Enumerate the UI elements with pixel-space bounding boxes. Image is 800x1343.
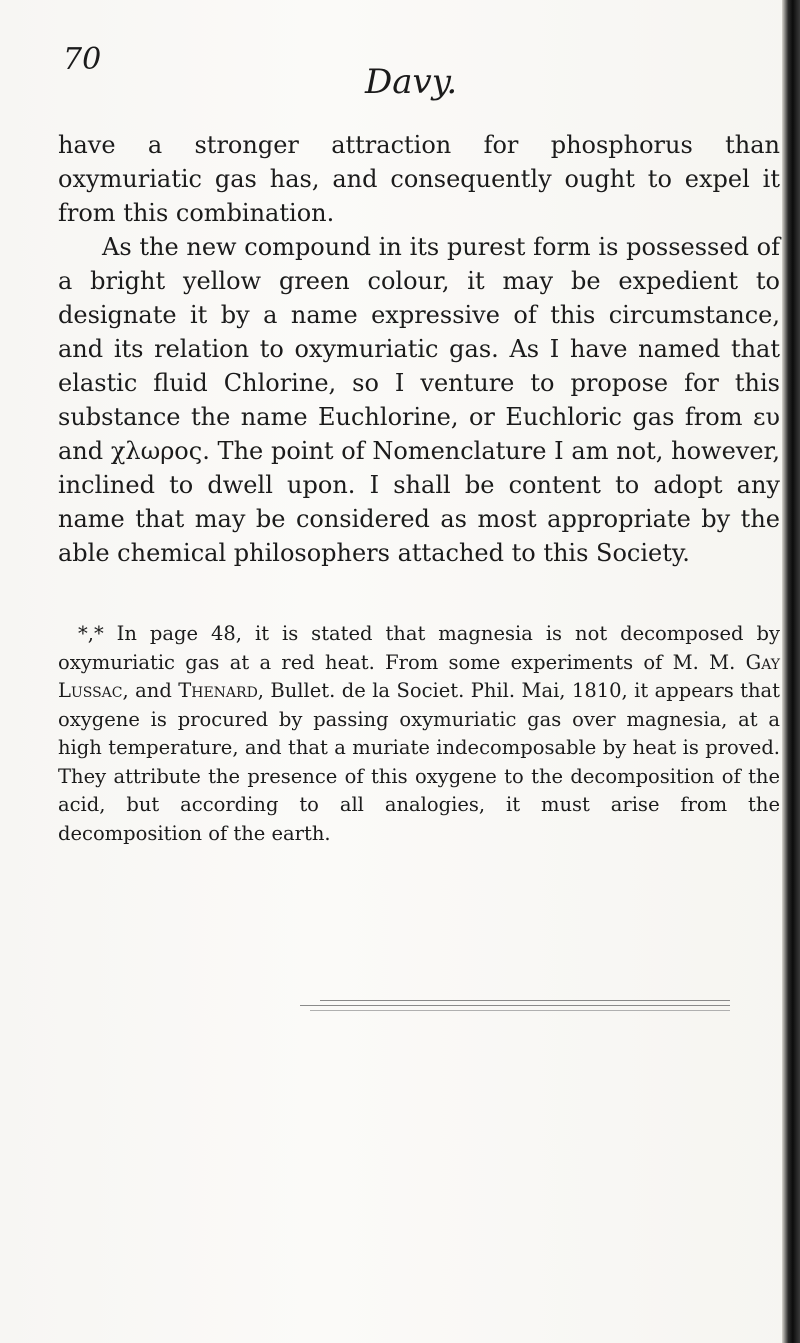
footnote-paragraph: *,* In page 48, it is stated that magnesia is not decomposed by oxymuriatic gas at a red heat. From some experiments of M. M. Gay Lussac, and Thenard, Bullet. de la Societ. Phil. Mai, 1810, it appears that oxygene is procured by passing oxymuriatic gas over magnesia, at a high temperature, and that a muriate indecomposable by heat is proved. They attribute the presence of this oxygene to the decomposition of the acid, but according to all analogies, it must arise from the decomposition of the earth.	[58, 622, 781, 845]
end-rule-3	[310, 1010, 730, 1011]
end-rule-1	[320, 1000, 730, 1001]
footnote-connector: and	[135, 679, 172, 702]
page-edge-shadow	[782, 0, 800, 1343]
footnote-author-1: Gay Lussac	[58, 650, 781, 702]
paragraph-2: As the new compound in its purest form is possessed of a bright yellow green colour, it may be expedient to designate it by a name expressive of this circumstance, and its relation to oxymuriatic gas. As I have named that elastic fluid Chlorine, so I venture to propose for this substance the name Euchlorine, or Euchloric gas from ευ and χλωρος. The point of Nomenclature I am not, however, inclined to dwell upon. I shall be content to adopt any name that may be considered as most appropriate by the able chemical philosophers attached to this Society.	[58, 233, 780, 567]
footnote	[58, 620, 780, 848]
end-rule-2	[300, 1005, 730, 1006]
page-number: 70	[63, 42, 102, 77]
main-text	[58, 128, 780, 570]
footnote-marker: *,*	[78, 622, 104, 645]
running-head: Davy.	[365, 62, 458, 102]
paragraph-1: have a stronger attraction for phosphorus than oxymuriatic gas has, and consequently ought to expel it from this combination.	[58, 131, 780, 227]
footnote-author-2: Thenard	[178, 679, 258, 702]
footnote-rest: , Bullet. de la Societ. Phil. Mai, 1810, it appears that oxygene is procured by passing oxymuriatic gas over magnesia, at a high temperature, and that a muriate indecomposable by heat is proved. They attribute the presence of this oxygene to the decomposition of the acid, but according to all analogies, it must arise from the decomposition of the earth.	[58, 679, 780, 845]
footnote-lead: In page 48, it is stated that magnesia is not decomposed by oxymuriatic gas at a red heat. From some experiments of M. M.	[58, 622, 780, 674]
